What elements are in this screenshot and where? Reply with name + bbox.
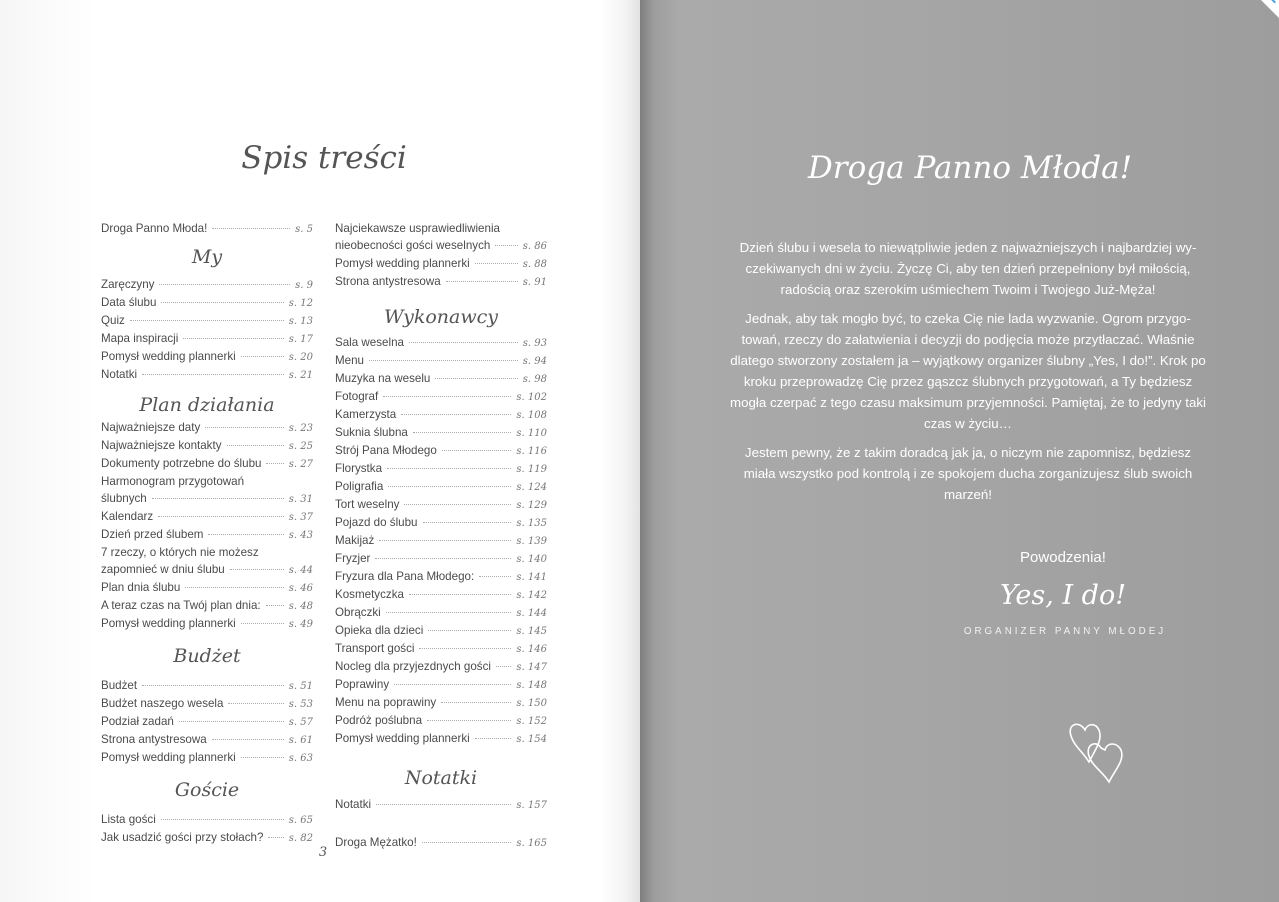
letter-title: Droga Panno Młoda! — [807, 150, 1133, 186]
toc-entry[interactable] — [335, 514, 547, 532]
toc-entry-page: s. 13 — [288, 316, 313, 327]
section-goscie-continued-entries — [335, 220, 547, 291]
toc-entry-page: s. 144 — [516, 608, 547, 619]
toc-entry-label: Notatki — [335, 798, 372, 811]
toc-entry[interactable] — [335, 834, 547, 852]
toc-entry[interactable] — [335, 370, 547, 388]
toc-entry[interactable] — [335, 550, 547, 568]
toc-entry-page: s. 142 — [516, 590, 547, 601]
toc-entry-label: Strona antystresowa — [335, 275, 441, 288]
dot-leader — [442, 450, 512, 451]
toc-entry-page: s. 25 — [288, 441, 313, 452]
toc-entry[interactable] — [335, 568, 547, 586]
toc-entry-page: s. 147 — [516, 662, 547, 673]
dot-leader — [379, 540, 511, 541]
dot-leader — [161, 819, 284, 820]
dot-leader — [401, 414, 511, 415]
toc-entry[interactable] — [335, 640, 547, 658]
toc-entry[interactable] — [335, 796, 547, 814]
dot-leader — [130, 320, 284, 321]
dot-leader — [241, 623, 284, 624]
toc-entry[interactable] — [101, 811, 313, 829]
page-number: 3 — [318, 845, 328, 860]
toc-entry-page: s. 141 — [516, 572, 547, 583]
section-title-plan: Plan działania — [139, 394, 275, 416]
toc-entry-page: s. 46 — [288, 583, 313, 594]
toc-entry-page: s. 27 — [288, 459, 313, 470]
toc-entry[interactable] — [335, 352, 547, 370]
toc-entry[interactable] — [335, 604, 547, 622]
toc-entry-page: s. 65 — [288, 815, 313, 826]
dot-leader — [422, 842, 512, 843]
letter-paragraph: Jednak, aby tak mogło być, to czeka Cię nie lada wyzwanie. Ogrom przygo-towań, rzeczy do załatwienia i decyzji do podjęcia może przytłaczać. Właśnie dlatego stworzony zostałem ja – wyjątkowy organizer ślubny „Yes, I do!”. Krok po kroku przeprowadzę Cię przez gąszcz ślubnych przygotowań, a Ty będziesz mogła czerpać z tego czasu maksimum przyjemności. Pamiętaj, że to jedyny taki czas w życiu… — [730, 311, 1206, 431]
toc-title: Spis treści — [241, 140, 407, 176]
toc-entry-label: Kosmetyczka — [335, 588, 404, 601]
letter-signature: Yes, I do! — [999, 580, 1127, 611]
toc-entry-page: s. 108 — [516, 410, 547, 421]
section-title-wykonawcy: Wykonawcy — [384, 306, 498, 328]
section-notatki-entries — [335, 796, 547, 814]
dot-leader — [423, 522, 512, 523]
toc-entry[interactable] — [101, 615, 313, 633]
toc-entry-page: s. 150 — [516, 698, 547, 709]
toc-entry[interactable] — [101, 312, 313, 330]
dot-leader — [441, 702, 511, 703]
toc-entry-label: Pomysł wedding plannerki — [101, 350, 236, 363]
toc-entry[interactable] — [335, 406, 547, 424]
toc-entry-page: s. 129 — [516, 500, 547, 511]
toc-entry-label: zapomnieć w dniu ślubu — [101, 563, 225, 576]
section-plan-entries — [101, 419, 313, 633]
toc-entry-label: Zaręczyny — [101, 278, 155, 291]
dot-leader — [409, 594, 511, 595]
toc-entry[interactable] — [101, 749, 313, 767]
toc-entry-page: s. 61 — [288, 735, 313, 746]
toc-entry-label: Poligrafia — [335, 480, 384, 493]
organizer-caption: ORGANIZER PANNY MŁODEJ — [963, 626, 1167, 637]
dot-leader — [376, 804, 511, 805]
toc-entry[interactable] — [101, 366, 313, 384]
dot-leader — [228, 703, 283, 704]
toc-entry-label: Sala weselna — [335, 336, 404, 349]
toc-entry-label: Budżet — [101, 679, 138, 692]
dot-leader — [427, 720, 511, 721]
toc-entry-page: s. 48 — [288, 601, 313, 612]
toc-entry[interactable] — [335, 442, 547, 460]
toc-entry[interactable] — [101, 561, 313, 579]
toc-entry-page: s. 49 — [288, 619, 313, 630]
toc-entry[interactable] — [101, 579, 313, 597]
dot-leader — [212, 739, 284, 740]
toc-entry-page: s. 154 — [516, 734, 547, 745]
toc-entry-label: Pomysł wedding plannerki — [335, 732, 470, 745]
dot-leader — [227, 445, 284, 446]
toc-entry-page: s. 20 — [288, 352, 313, 363]
toc-entry-label: Tort weselny — [335, 498, 400, 511]
dot-leader — [435, 378, 517, 379]
dot-leader — [161, 302, 283, 303]
section-goscie-entries — [101, 811, 313, 847]
dot-leader — [152, 498, 284, 499]
toc-last-entry — [335, 834, 547, 852]
dot-leader — [479, 576, 511, 577]
dot-leader — [446, 281, 518, 282]
toc-entry-page: s. 157 — [516, 800, 547, 811]
toc-entry-label: Mapa inspiracji — [101, 332, 179, 345]
dot-leader — [268, 837, 283, 838]
dot-leader — [386, 612, 512, 613]
dot-leader — [212, 228, 290, 229]
toc-entry-label: Nocleg dla przyjezdnych gości — [335, 660, 491, 673]
toc-entry[interactable] — [101, 695, 313, 713]
toc-entry[interactable] — [101, 220, 313, 238]
toc-entry-label: Fryzjer — [335, 552, 371, 565]
toc-entry-label: Dzień przed ślubem — [101, 528, 204, 541]
letter-paragraph: Dzień ślubu i wesela to niewątpliwie jeden z najważniejszych i najbardziej wy-czekiwanych dni w życiu. Życzę Ci, aby ten dzień przepełniony był miłością, radością oraz szerokim uśmiechem Twoim i Twojego Już-Męża! — [739, 240, 1197, 297]
toc-entry[interactable] — [101, 437, 313, 455]
toc-entry-label: A teraz czas na Twój plan dnia: — [101, 599, 261, 612]
section-wykonawcy-entries — [335, 334, 547, 748]
toc-entry-label: nieobecności gości weselnych — [335, 239, 491, 252]
toc-entry-label: Najważniejsze kontakty — [101, 439, 222, 452]
toc-first-entry — [101, 220, 313, 238]
toc-entry-page: s. 152 — [516, 716, 547, 727]
section-budzet-entries — [101, 677, 313, 767]
toc-entry[interactable] — [335, 496, 547, 514]
toc-entry-label: Jak usadzić gości przy stołach? — [101, 831, 264, 844]
toc-entry-page: s. 91 — [522, 277, 547, 288]
dot-leader — [404, 504, 511, 505]
toc-entry-label: Najważniejsze daty — [101, 421, 201, 434]
toc-entry[interactable] — [101, 330, 313, 348]
toc-entry-page: s. 110 — [516, 428, 547, 439]
dot-leader — [495, 245, 517, 246]
dot-leader — [208, 534, 283, 535]
toc-entry-page: s. 124 — [516, 482, 547, 493]
toc-entry[interactable] — [335, 586, 547, 604]
toc-entry[interactable] — [335, 460, 547, 478]
toc-entry-page: s. 57 — [288, 717, 313, 728]
dot-leader — [475, 263, 518, 264]
toc-entry-page: s. 5 — [295, 224, 313, 235]
toc-entry-page: s. 146 — [516, 644, 547, 655]
dot-leader — [428, 630, 511, 631]
toc-column-left — [101, 220, 313, 847]
toc-entry[interactable] — [101, 731, 313, 749]
toc-entry[interactable] — [335, 658, 547, 676]
section-title-goscie: Goście — [174, 779, 240, 801]
toc-entry-label: Podróż poślubna — [335, 714, 423, 727]
dot-leader — [388, 486, 511, 487]
letter-farewell: Powodzenia! — [1020, 549, 1106, 566]
toc-entry-page: s. 43 — [288, 530, 313, 541]
dot-leader — [266, 463, 283, 464]
toc-entry-label: Suknia ślubna — [335, 426, 408, 439]
dot-leader — [241, 356, 284, 357]
toc-entry-page: s. 23 — [288, 423, 313, 434]
toc-entry-label: Pomysł wedding plannerki — [101, 617, 236, 630]
toc-entry-label: Strona antystresowa — [101, 733, 207, 746]
dot-leader — [241, 757, 284, 758]
toc-entry-page: s. 17 — [288, 334, 313, 345]
dot-leader — [159, 284, 290, 285]
dot-leader — [409, 342, 518, 343]
toc-entry-page: s. 86 — [522, 241, 547, 252]
toc-entry-page: s. 165 — [516, 838, 547, 849]
toc-entry-label: Droga Mężatko! — [335, 836, 417, 849]
toc-entry-label: Notatki — [101, 368, 138, 381]
dot-leader — [158, 516, 284, 517]
dot-leader — [142, 374, 284, 375]
toc-entry-page: s. 9 — [295, 280, 313, 291]
toc-entry[interactable] — [101, 597, 313, 615]
toc-entry-line: Najciekawsze usprawiedliwienia — [335, 222, 500, 235]
toc-entry-label: Data ślubu — [101, 296, 157, 309]
toc-entry-page: s. 140 — [516, 554, 547, 565]
toc-entry-page: s. 88 — [522, 259, 547, 270]
toc-entry-page: s. 12 — [288, 298, 313, 309]
toc-entry-label: Lista gości — [101, 813, 156, 826]
toc-entry[interactable] — [101, 829, 313, 847]
toc-entry-label: Dokumenty potrzebne do ślubu — [101, 457, 262, 470]
toc-entry[interactable] — [335, 730, 547, 748]
toc-entry-page: s. 145 — [516, 626, 547, 637]
section-my-entries — [101, 276, 313, 384]
toc-entry-page: s. 31 — [288, 494, 313, 505]
dot-leader — [183, 338, 283, 339]
toc-entry-label: Transport gości — [335, 642, 415, 655]
toc-entry[interactable] — [101, 526, 313, 544]
toc-entry-label: Kamerzysta — [335, 408, 397, 421]
dot-leader — [185, 587, 283, 588]
toc-entry-page: s. 21 — [288, 370, 313, 381]
toc-entry[interactable] — [101, 419, 313, 437]
toc-entry-label: ślubnych — [101, 492, 147, 505]
dot-leader — [205, 427, 284, 428]
toc-entry-label: Fryzura dla Pana Młodego: — [335, 570, 475, 583]
dot-leader — [394, 684, 511, 685]
toc-entry-page: s. 94 — [522, 356, 547, 367]
toc-entry-page: s. 44 — [288, 565, 313, 576]
toc-entry-page: s. 93 — [522, 338, 547, 349]
toc-entry-label: Kalendarz — [101, 510, 154, 523]
dot-leader — [475, 738, 512, 739]
toc-entry-label: Muzyka na weselu — [335, 372, 431, 385]
section-title-my: My — [191, 246, 223, 268]
toc-entry[interactable] — [335, 334, 547, 352]
toc-entry-label: Podział zadań — [101, 715, 174, 728]
toc-entry[interactable] — [335, 676, 547, 694]
toc-entry[interactable] — [335, 255, 547, 273]
toc-entry-label: Fotograf — [335, 390, 379, 403]
toc-entry[interactable] — [335, 388, 547, 406]
toc-entry[interactable] — [335, 424, 547, 442]
toc-entry[interactable] — [335, 694, 547, 712]
toc-entry-label: Pomysł wedding plannerki — [101, 751, 236, 764]
toc-entry-label: Obrączki — [335, 606, 381, 619]
section-title-notatki: Notatki — [404, 767, 478, 789]
toc-entry-page: s. 148 — [516, 680, 547, 691]
toc-entry-page: s. 116 — [516, 446, 547, 457]
toc-entry-label: Pojazd do ślubu — [335, 516, 418, 529]
dot-leader — [413, 432, 512, 433]
dot-leader — [383, 396, 511, 397]
toc-entry[interactable] — [335, 273, 547, 291]
dot-leader — [179, 721, 284, 722]
toc-entry-label: Budżet naszego wesela — [101, 697, 224, 710]
toc-entry[interactable] — [101, 490, 313, 508]
toc-entry-label: Droga Panno Młoda! — [101, 222, 208, 235]
toc-entry-page: s. 37 — [288, 512, 313, 523]
toc-entry-page: s. 135 — [516, 518, 547, 529]
dot-leader — [142, 685, 284, 686]
toc-entry-page: s. 53 — [288, 699, 313, 710]
letter-body — [729, 237, 1207, 513]
two-hearts-icon — [1065, 718, 1127, 788]
toc-entry-label: Florystka — [335, 462, 383, 475]
toc-entry[interactable] — [335, 237, 547, 255]
toc-entry[interactable] — [101, 276, 313, 294]
dot-leader — [375, 558, 511, 559]
toc-entry[interactable] — [335, 622, 547, 640]
toc-entry-label: Opieka dla dzieci — [335, 624, 424, 637]
dot-leader — [419, 648, 511, 649]
toc-entry-label: Menu — [335, 354, 365, 367]
dot-leader — [230, 569, 284, 570]
dot-leader — [369, 360, 518, 361]
dot-leader — [496, 666, 511, 667]
dot-leader — [266, 605, 284, 606]
page-corner-icon[interactable] — [1261, 0, 1279, 18]
letter-paragraph: Jestem pewny, że z takim doradcą jak ja, o niczym nie zapomnisz, będziesz miała wszystko pod kontrolą i ze spokojem ducha zorganizujesz ślub swoich marzeń! — [743, 445, 1193, 502]
toc-entry-page: s. 102 — [516, 392, 547, 403]
toc-entry-page: s. 63 — [288, 753, 313, 764]
toc-entry-page: s. 119 — [516, 464, 547, 475]
toc-entry[interactable] — [101, 508, 313, 526]
toc-entry-page: s. 139 — [516, 536, 547, 547]
toc-entry[interactable] — [335, 712, 547, 730]
toc-entry[interactable] — [101, 713, 313, 731]
toc-entry[interactable] — [335, 532, 547, 550]
toc-entry-label: Makijaż — [335, 534, 375, 547]
toc-entry-line: Harmonogram przygotowań — [101, 475, 245, 488]
toc-entry[interactable] — [101, 455, 313, 473]
toc-entry[interactable] — [101, 294, 313, 312]
toc-entry-label: Menu na poprawiny — [335, 696, 437, 709]
toc-entry[interactable] — [101, 348, 313, 366]
toc-entry[interactable] — [335, 478, 547, 496]
dot-leader — [387, 468, 511, 469]
toc-entry-label: Pomysł wedding plannerki — [335, 257, 470, 270]
toc-entry-page: s. 82 — [288, 833, 313, 844]
toc-entry-label: Quiz — [101, 314, 125, 327]
toc-entry-page: s. 98 — [522, 374, 547, 385]
toc-entry-line: 7 rzeczy, o których nie możesz — [101, 546, 259, 559]
toc-column-right — [335, 220, 547, 852]
toc-entry-label: Plan dnia ślubu — [101, 581, 181, 594]
toc-entry-label: Strój Pana Młodego — [335, 444, 437, 457]
section-title-budzet: Budżet — [173, 645, 241, 667]
toc-entry[interactable] — [101, 677, 313, 695]
toc-entry-page: s. 51 — [288, 681, 313, 692]
toc-entry-label: Poprawiny — [335, 678, 390, 691]
